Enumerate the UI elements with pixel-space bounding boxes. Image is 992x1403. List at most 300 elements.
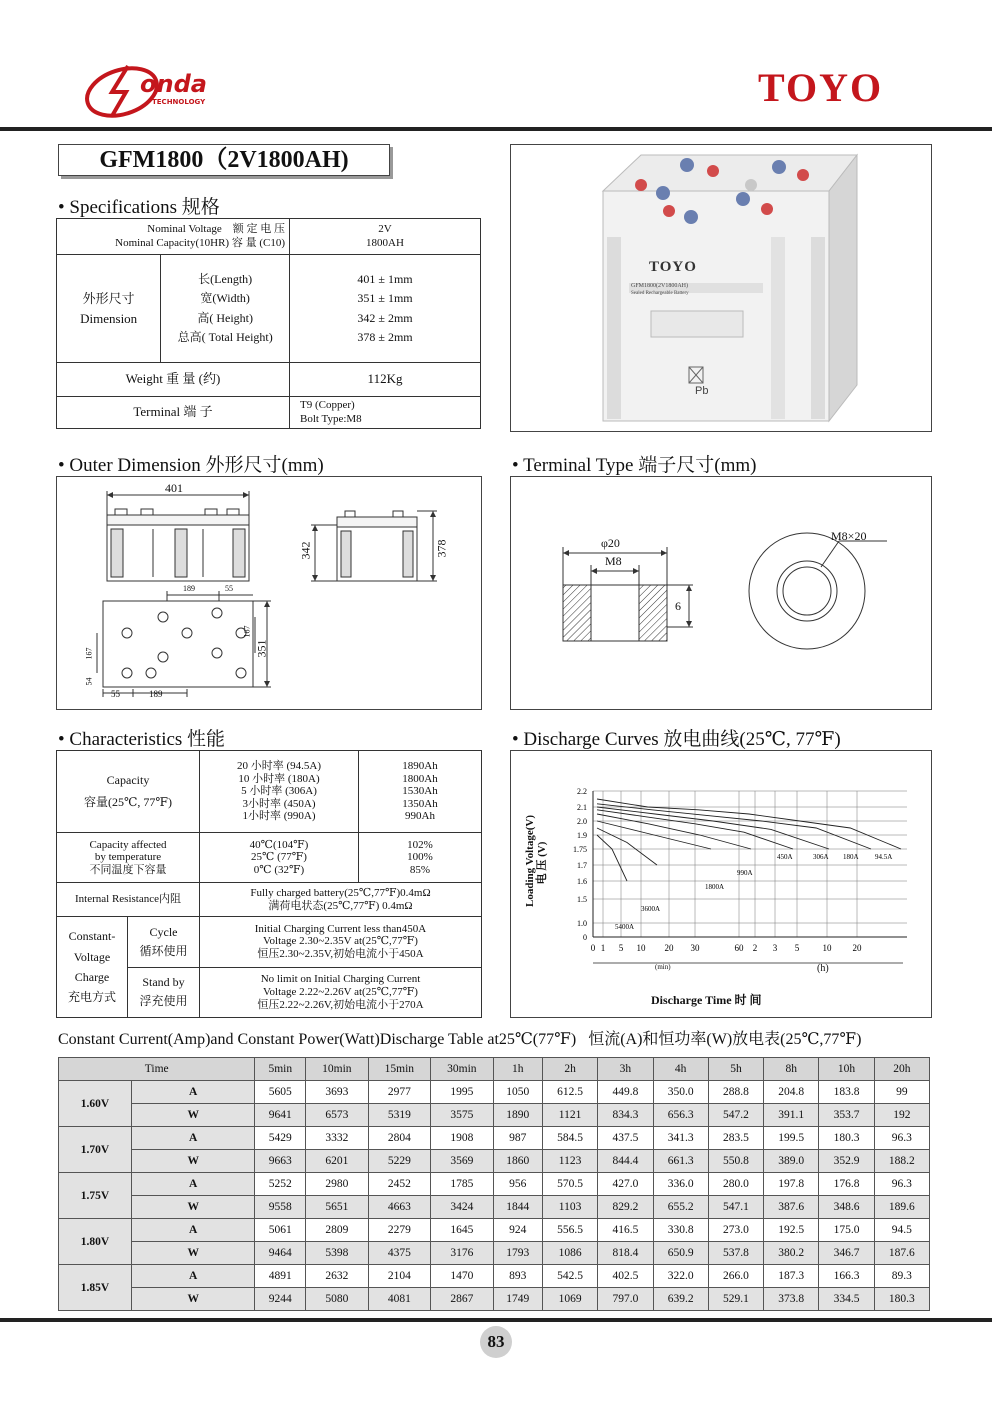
table-cell: 4663 bbox=[368, 1196, 431, 1219]
table-cell: 2980 bbox=[306, 1173, 369, 1196]
width-label: 宽(Width) bbox=[200, 291, 250, 306]
table-cell: 556.5 bbox=[542, 1219, 597, 1242]
table-cell: 4375 bbox=[368, 1242, 431, 1265]
series-label: 1800A bbox=[705, 883, 725, 891]
table-cell: 6201 bbox=[306, 1150, 369, 1173]
table-cell: 2867 bbox=[431, 1288, 494, 1311]
outer-dimension-drawing bbox=[57, 477, 481, 709]
temp-value: 85% bbox=[409, 863, 431, 876]
table-cell: 346.7 bbox=[819, 1242, 874, 1265]
table-cell: 322.0 bbox=[653, 1265, 708, 1288]
table-cell: 1860 bbox=[493, 1150, 542, 1173]
table-cell: 529.1 bbox=[708, 1288, 763, 1311]
terminal-dia-label: φ20 bbox=[601, 536, 620, 550]
photo-model-label: GFM1800(2V1800AH) bbox=[631, 283, 688, 289]
x-tick-label: 60 bbox=[734, 943, 744, 953]
onda-logo-subtext: TECHNOLOGY bbox=[152, 98, 206, 106]
table-cell: 197.8 bbox=[764, 1173, 819, 1196]
internal-resistance-line: 满荷电状态(25℃,77℉) 0.4mΩ bbox=[268, 899, 413, 912]
unit-cell: A bbox=[132, 1173, 255, 1196]
photo-brand-label: TOYO bbox=[649, 259, 697, 275]
weight-label: Weight 重 量 (约) bbox=[57, 363, 290, 397]
model-title: GFM1800（2V1800AH) bbox=[99, 147, 349, 173]
table-cell: 187.3 bbox=[764, 1265, 819, 1288]
table-header-cell: 10h bbox=[819, 1058, 874, 1081]
characteristics-table bbox=[56, 750, 482, 1018]
outer-dimension-title-text: Outer Dimension 外形尺寸(mm) bbox=[69, 455, 324, 476]
y-axis-label-cn: 电 压 (V) bbox=[536, 841, 548, 885]
table-header-cell: 5h bbox=[708, 1058, 763, 1081]
capacity-label-cn: 容量(25℃, 77℉) bbox=[84, 794, 172, 809]
table-cell: 6573 bbox=[306, 1104, 369, 1127]
capacity-rate: 1小时率 (990A) bbox=[242, 810, 316, 823]
table-cell: 1050 bbox=[493, 1081, 542, 1104]
discharge-curve-180a bbox=[597, 804, 871, 849]
height-label: 高( Height) bbox=[197, 310, 253, 325]
standby-line: No limit on Initial Charging Current bbox=[260, 973, 421, 986]
y-tick-label: 1.75 bbox=[573, 845, 587, 854]
table-cell: 612.5 bbox=[542, 1081, 597, 1104]
photo-pb-label: Pb bbox=[695, 385, 709, 397]
series-label: 3600A bbox=[641, 905, 661, 913]
table-cell: 2279 bbox=[368, 1219, 431, 1242]
series-label: 306A bbox=[813, 853, 829, 861]
standby-label: Stand by bbox=[142, 975, 185, 990]
capacity-value: 1350Ah bbox=[402, 797, 438, 810]
terminal-type-title-text: Terminal Type 端子尺寸(mm) bbox=[523, 455, 757, 476]
total-height-label: 总高( Total Height) bbox=[177, 329, 273, 344]
table-cell: 402.5 bbox=[598, 1265, 653, 1288]
table-row bbox=[59, 1288, 930, 1311]
x-tick-label: 20 bbox=[852, 943, 862, 953]
dim-342-label: 342 bbox=[298, 541, 313, 560]
voltage-cell: 1.75V bbox=[59, 1173, 132, 1219]
table-cell: 348.6 bbox=[819, 1196, 874, 1219]
specs-section-title: • Specifications 规格 bbox=[58, 197, 220, 218]
table-cell: 924 bbox=[493, 1219, 542, 1242]
table-cell: 353.7 bbox=[819, 1104, 874, 1127]
x-tick-label: 0 bbox=[590, 943, 596, 953]
charge-label-line: Charge bbox=[74, 970, 110, 984]
outer-dimension-section-title: • Outer Dimension 外形尺寸(mm) bbox=[58, 455, 324, 476]
capacity-rate: 20 小时率 (94.5A) bbox=[236, 759, 322, 772]
table-cell: 94.5 bbox=[874, 1219, 929, 1242]
x-tick-label: 10 bbox=[822, 943, 832, 953]
discharge-curve-5400a bbox=[597, 835, 627, 881]
table-cell: 3176 bbox=[431, 1242, 494, 1265]
table-cell: 9663 bbox=[255, 1150, 306, 1173]
unit-cell: A bbox=[132, 1081, 255, 1104]
table-cell: 3693 bbox=[306, 1081, 369, 1104]
table-cell: 5229 bbox=[368, 1150, 431, 1173]
cycle-label-cn: 循环使用 bbox=[139, 943, 188, 958]
capacity-value: 1800Ah bbox=[402, 772, 438, 785]
table-cell: 797.0 bbox=[598, 1288, 653, 1311]
unit-cell: A bbox=[132, 1219, 255, 1242]
length-label: 长(Length) bbox=[198, 272, 253, 287]
table-row bbox=[59, 1196, 930, 1219]
table-cell: 547.1 bbox=[708, 1196, 763, 1219]
table-cell: 834.3 bbox=[598, 1104, 653, 1127]
table-cell: 380.2 bbox=[764, 1242, 819, 1265]
table-cell: 639.2 bbox=[653, 1288, 708, 1311]
temp-label-cn: 不同温度下容量 bbox=[89, 863, 167, 876]
table-cell: 2104 bbox=[368, 1265, 431, 1288]
table-cell: 199.5 bbox=[764, 1127, 819, 1150]
table-cell: 4891 bbox=[255, 1265, 306, 1288]
unit-cell: W bbox=[132, 1150, 255, 1173]
table-header-cell: 8h bbox=[764, 1058, 819, 1081]
table-cell: 542.5 bbox=[542, 1265, 597, 1288]
table-cell: 96.3 bbox=[874, 1173, 929, 1196]
table-cell: 1645 bbox=[431, 1219, 494, 1242]
table-cell: 1069 bbox=[542, 1288, 597, 1311]
battery-photo bbox=[511, 145, 931, 431]
toyo-logo: TOYO bbox=[758, 65, 884, 110]
temp-condition: 25℃ (77℉) bbox=[251, 851, 307, 864]
table-cell: 204.8 bbox=[764, 1081, 819, 1104]
nominal-capacity-label: Nominal Capacity(10HR) bbox=[115, 236, 230, 249]
x-tick-label: 5 bbox=[794, 943, 800, 953]
table-cell: 656.3 bbox=[653, 1104, 708, 1127]
x-axis-label: Discharge Time 时 间 bbox=[651, 993, 762, 1007]
table-cell: 3424 bbox=[431, 1196, 494, 1219]
table-cell: 4081 bbox=[368, 1288, 431, 1311]
table-row bbox=[59, 1265, 930, 1288]
nominal-capacity-cn: 容 量 (C10) bbox=[231, 236, 285, 249]
internal-resistance-line: Fully charged battery(25℃,77℉)0.4mΩ bbox=[250, 886, 431, 899]
temp-condition: 40℃(104℉) bbox=[249, 838, 309, 851]
y-tick-label: 2.2 bbox=[577, 787, 587, 796]
table-cell: 9641 bbox=[255, 1104, 306, 1127]
table-cell: 192.5 bbox=[764, 1219, 819, 1242]
y-tick-label: 1.9 bbox=[577, 831, 587, 840]
table-cell: 818.4 bbox=[598, 1242, 653, 1265]
table-cell: 5080 bbox=[306, 1288, 369, 1311]
table-cell: 570.5 bbox=[542, 1173, 597, 1196]
table-header-cell: 5min bbox=[255, 1058, 306, 1081]
table-cell: 187.6 bbox=[874, 1242, 929, 1265]
temp-label-line: Capacity affected bbox=[89, 838, 167, 851]
series-label: 5400A bbox=[615, 923, 635, 931]
table-cell: 336.0 bbox=[653, 1173, 708, 1196]
page-number: 83 bbox=[487, 1332, 505, 1351]
table-cell: 3575 bbox=[431, 1104, 494, 1127]
table-header-cell: 2h bbox=[542, 1058, 597, 1081]
table-cell: 437.5 bbox=[598, 1127, 653, 1150]
table-cell: 3569 bbox=[431, 1150, 494, 1173]
internal-resistance-label: Internal Resistance内阻 bbox=[57, 883, 200, 917]
table-cell: 166.3 bbox=[819, 1265, 874, 1288]
temp-label-line: by temperature bbox=[94, 851, 162, 864]
table-cell: 550.8 bbox=[708, 1150, 763, 1173]
nominal-voltage-value: 2V bbox=[378, 222, 392, 235]
charge-label-line: Voltage bbox=[73, 949, 111, 964]
table-cell: 893 bbox=[493, 1265, 542, 1288]
table-cell: 5651 bbox=[306, 1196, 369, 1219]
table-cell: 175.0 bbox=[819, 1219, 874, 1242]
capacity-rate: 5 小时率 (306A) bbox=[241, 785, 317, 798]
table-cell: 176.8 bbox=[819, 1173, 874, 1196]
discharge-curves-section-title: • Discharge Curves 放电曲线(25℃, 77℉) bbox=[512, 729, 841, 750]
table-cell: 9464 bbox=[255, 1242, 306, 1265]
table-cell: 192 bbox=[874, 1104, 929, 1127]
y-tick-label: 0 bbox=[583, 933, 587, 942]
specs-title-text: Specifications 规格 bbox=[69, 197, 220, 218]
discharge-curve-990a bbox=[597, 814, 751, 849]
series-label: 450A bbox=[777, 853, 793, 861]
table-cell: 389.0 bbox=[764, 1150, 819, 1173]
cycle-line: 恒压2.30~2.35V,初始电流小于450A bbox=[257, 948, 424, 961]
table-cell: 987 bbox=[493, 1127, 542, 1150]
y-tick-label: 2.0 bbox=[577, 817, 587, 826]
outer-dimension-frame bbox=[56, 476, 482, 710]
table-cell: 89.3 bbox=[874, 1265, 929, 1288]
dim-167-left-label: 167 bbox=[84, 647, 94, 660]
x-tick-label: 20 bbox=[664, 943, 674, 953]
table-cell: 5398 bbox=[306, 1242, 369, 1265]
table-cell: 655.2 bbox=[653, 1196, 708, 1219]
characteristics-section-title: • Characteristics 性能 bbox=[58, 729, 226, 750]
dim-401-label: 401 bbox=[165, 481, 183, 495]
table-cell: 188.2 bbox=[874, 1150, 929, 1173]
voltage-cell: 1.85V bbox=[59, 1265, 132, 1311]
standby-label-cn: 浮充使用 bbox=[139, 994, 188, 1009]
series-label: 180A bbox=[843, 853, 859, 861]
capacity-value: 1890Ah bbox=[402, 759, 438, 772]
table-cell: 373.8 bbox=[764, 1288, 819, 1311]
table-cell: 9558 bbox=[255, 1196, 306, 1219]
x-tick-label: 30 bbox=[690, 943, 700, 953]
y-tick-label: 1.6 bbox=[577, 877, 587, 886]
y-tick-label: 1.7 bbox=[577, 861, 587, 870]
table-header-cell: 20h bbox=[874, 1058, 929, 1081]
dim-189-bottom-label: 189 bbox=[149, 689, 163, 699]
table-cell: 283.5 bbox=[708, 1127, 763, 1150]
table-row bbox=[59, 1150, 930, 1173]
terminal-bolt-label: M8×20 bbox=[831, 529, 867, 543]
unit-cell: W bbox=[132, 1196, 255, 1219]
dimension-cn: 外形尺寸 bbox=[82, 291, 135, 306]
nominal-voltage-label: Nominal Voltage bbox=[147, 222, 222, 235]
dimension-en: Dimension bbox=[80, 310, 138, 326]
table-cell: 3332 bbox=[306, 1127, 369, 1150]
discharge-table-title: Constant Current(Amp)and Constant Power(Watt)Discharge Table at25℃(77℉) 恒流(A)和恒功率(W)放电表(25℃,77℉) bbox=[58, 1031, 862, 1048]
table-cell: 387.6 bbox=[764, 1196, 819, 1219]
voltage-cell: 1.70V bbox=[59, 1127, 132, 1173]
table-cell: 1793 bbox=[493, 1242, 542, 1265]
x-tick-label: 1 bbox=[600, 943, 606, 953]
standby-line: Voltage 2.22~2.26V at(25℃,77℉) bbox=[263, 985, 418, 998]
table-cell: 1844 bbox=[493, 1196, 542, 1219]
terminal-type-frame bbox=[510, 476, 932, 710]
y-tick-label: 2.1 bbox=[577, 803, 587, 812]
series-label: 94.5A bbox=[875, 853, 893, 861]
min-unit-label: (min) bbox=[655, 963, 671, 971]
table-cell: 416.5 bbox=[598, 1219, 653, 1242]
dim-55-top-label: 55 bbox=[225, 584, 233, 593]
table-cell: 341.3 bbox=[653, 1127, 708, 1150]
table-row bbox=[59, 1173, 930, 1196]
table-row bbox=[59, 1242, 930, 1265]
table-cell: 5061 bbox=[255, 1219, 306, 1242]
table-cell: 1749 bbox=[493, 1288, 542, 1311]
table-cell: 547.2 bbox=[708, 1104, 763, 1127]
model-title-box bbox=[58, 144, 390, 176]
weight-value: 112Kg bbox=[290, 363, 481, 397]
total-height-value: 378 ± 2mm bbox=[357, 329, 413, 344]
table-cell: 180.3 bbox=[874, 1288, 929, 1311]
discharge-curve-94.5a bbox=[597, 799, 901, 849]
cycle-line: Initial Charging Current less than450A bbox=[254, 922, 427, 935]
capacity-rate: 3小时率 (450A) bbox=[242, 797, 316, 810]
x-tick-label: 2 bbox=[752, 943, 758, 953]
terminal-depth-label: 6 bbox=[675, 599, 681, 613]
length-value: 401 ± 1mm bbox=[357, 272, 413, 287]
charge-label-line: Constant- bbox=[68, 929, 116, 944]
product-photo-frame bbox=[510, 144, 932, 432]
table-cell: 99 bbox=[874, 1081, 929, 1104]
table-cell: 1086 bbox=[542, 1242, 597, 1265]
discharge-curve-306a bbox=[597, 807, 829, 849]
terminal-value-2: Bolt Type:M8 bbox=[300, 412, 362, 425]
standby-line: 恒压2.22~2.26V,初始电流小于270A bbox=[257, 998, 424, 1011]
table-cell: 2632 bbox=[306, 1265, 369, 1288]
cycle-line: Voltage 2.30~2.35V at(25℃,77℉) bbox=[263, 935, 418, 948]
dim-351-label: 351 bbox=[254, 639, 269, 658]
cycle-label: Cycle bbox=[149, 924, 178, 939]
unit-cell: W bbox=[132, 1288, 255, 1311]
table-cell: 1908 bbox=[431, 1127, 494, 1150]
y-tick-label: 1.5 bbox=[577, 895, 587, 904]
table-cell: 2804 bbox=[368, 1127, 431, 1150]
dim-167-right-label: 167 bbox=[242, 625, 252, 638]
temp-condition: 0℃ (32℉) bbox=[253, 863, 305, 876]
footer-rule bbox=[0, 1318, 992, 1322]
characteristics-title-text: Characteristics 性能 bbox=[69, 729, 226, 750]
table-header-row bbox=[59, 1058, 930, 1081]
dim-54-label: 54 bbox=[84, 677, 94, 686]
temp-value: 100% bbox=[407, 851, 433, 864]
capacity-label-en: Capacity bbox=[106, 772, 150, 787]
unit-cell: A bbox=[132, 1265, 255, 1288]
table-cell: 584.5 bbox=[542, 1127, 597, 1150]
capacity-value: 990Ah bbox=[405, 810, 435, 823]
table-row bbox=[59, 1127, 930, 1150]
terminal-m8-label: M8 bbox=[605, 554, 622, 568]
table-cell: 1995 bbox=[431, 1081, 494, 1104]
x-tick-label: 3 bbox=[772, 943, 778, 953]
table-row bbox=[59, 1081, 930, 1104]
unit-cell: W bbox=[132, 1104, 255, 1127]
discharge-curves-title-text: Discharge Curves 放电曲线(25℃, 77℉) bbox=[523, 729, 841, 750]
table-header-cell: 15min bbox=[368, 1058, 431, 1081]
unit-cell: A bbox=[132, 1127, 255, 1150]
charge-label-cn: 充电方式 bbox=[67, 990, 116, 1005]
table-cell: 956 bbox=[493, 1173, 542, 1196]
table-header-cell: 10min bbox=[306, 1058, 369, 1081]
table-row bbox=[59, 1104, 930, 1127]
table-cell: 183.8 bbox=[819, 1081, 874, 1104]
onda-logo-text: onda bbox=[140, 70, 207, 98]
table-header-cell: 30min bbox=[431, 1058, 494, 1081]
onda-logo bbox=[82, 58, 252, 122]
table-cell: 650.9 bbox=[653, 1242, 708, 1265]
table-cell: 273.0 bbox=[708, 1219, 763, 1242]
specs-table bbox=[56, 218, 481, 429]
table-header-cell: 3h bbox=[598, 1058, 653, 1081]
series-label: 990A bbox=[737, 869, 753, 877]
table-cell: 1123 bbox=[542, 1150, 597, 1173]
table-cell: 2452 bbox=[368, 1173, 431, 1196]
table-cell: 334.5 bbox=[819, 1288, 874, 1311]
table-cell: 829.2 bbox=[598, 1196, 653, 1219]
table-cell: 189.6 bbox=[874, 1196, 929, 1219]
table-cell: 1890 bbox=[493, 1104, 542, 1127]
table-cell: 180.3 bbox=[819, 1127, 874, 1150]
terminal-label: Terminal 端 子 bbox=[57, 397, 290, 429]
table-cell: 350.0 bbox=[653, 1081, 708, 1104]
table-cell: 96.3 bbox=[874, 1127, 929, 1150]
table-cell: 352.9 bbox=[819, 1150, 874, 1173]
table-cell: 330.8 bbox=[653, 1219, 708, 1242]
table-cell: 844.4 bbox=[598, 1150, 653, 1173]
h-unit-label: (h) bbox=[817, 963, 829, 974]
dim-55-bottom-label: 55 bbox=[111, 689, 120, 699]
width-value: 351 ± 1mm bbox=[357, 291, 413, 306]
table-cell: 5605 bbox=[255, 1081, 306, 1104]
table-cell: 1785 bbox=[431, 1173, 494, 1196]
unit-cell: W bbox=[132, 1242, 255, 1265]
capacity-value: 1530Ah bbox=[402, 785, 438, 798]
table-cell: 537.8 bbox=[708, 1242, 763, 1265]
table-cell: 266.0 bbox=[708, 1265, 763, 1288]
y-tick-label: 1.0 bbox=[577, 919, 587, 928]
table-cell: 288.8 bbox=[708, 1081, 763, 1104]
y-axis-label-en: Loading Voltage(V) bbox=[524, 815, 536, 907]
x-tick-label: 10 bbox=[636, 943, 646, 953]
nominal-capacity-value: 1800AH bbox=[366, 236, 404, 249]
table-header-cell: 1h bbox=[493, 1058, 542, 1081]
table-cell: 9244 bbox=[255, 1288, 306, 1311]
table-cell: 5429 bbox=[255, 1127, 306, 1150]
table-row bbox=[59, 1219, 930, 1242]
dim-378-label: 378 bbox=[434, 539, 449, 558]
discharge-curves-chart bbox=[511, 751, 931, 1017]
dim-189-top-label: 189 bbox=[183, 584, 195, 593]
table-cell: 427.0 bbox=[598, 1173, 653, 1196]
header-rule bbox=[0, 127, 992, 131]
nominal-voltage-cn: 额 定 电 压 bbox=[232, 222, 285, 235]
table-header-cell: 4h bbox=[653, 1058, 708, 1081]
table-cell: 391.1 bbox=[764, 1104, 819, 1127]
voltage-cell: 1.60V bbox=[59, 1081, 132, 1127]
table-header-cell: Time bbox=[59, 1058, 255, 1081]
height-value: 342 ± 2mm bbox=[357, 310, 413, 325]
table-cell: 280.0 bbox=[708, 1173, 763, 1196]
table-cell: 2977 bbox=[368, 1081, 431, 1104]
table-cell: 1121 bbox=[542, 1104, 597, 1127]
table-cell: 5319 bbox=[368, 1104, 431, 1127]
voltage-cell: 1.80V bbox=[59, 1219, 132, 1265]
table-cell: 661.3 bbox=[653, 1150, 708, 1173]
table-cell: 2809 bbox=[306, 1219, 369, 1242]
table-cell: 5252 bbox=[255, 1173, 306, 1196]
discharge-table bbox=[58, 1057, 930, 1311]
photo-sub-label: Sealed Rechargeable Battery bbox=[631, 291, 689, 296]
terminal-drawing bbox=[511, 477, 931, 709]
table-cell: 1470 bbox=[431, 1265, 494, 1288]
